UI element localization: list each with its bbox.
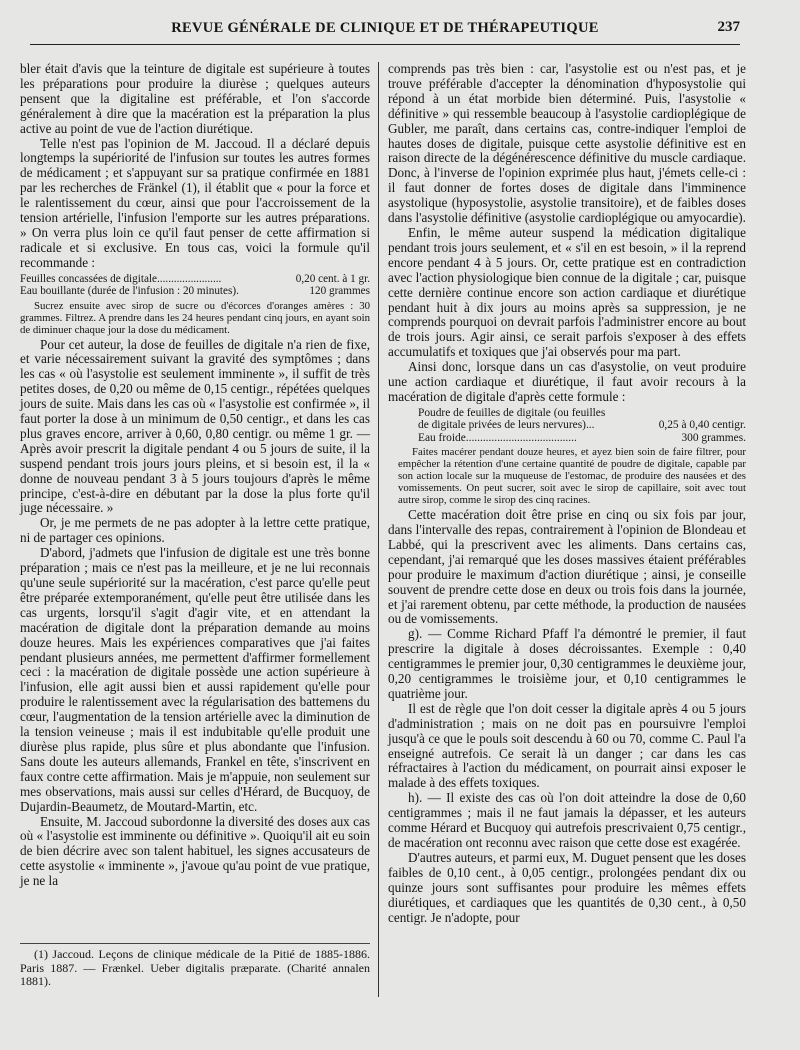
maceration-formula bbox=[388, 407, 746, 506]
paragraph: Pour cet auteur, la dose de feuilles de digitale n'a rien de fixe, et varie nécessairement suivant la gravité des symptômes ; dans les cas « où l'asystolie est seulement imminente », il suffit de très petites doses, de 0,20 ou même de 0,15 centigr., répétées quelques jours de suite. Mais dans les cas où « l'asystolie est confirmée », il faut porter la dose à un minimum de 0,50 centigr., et dans les cas plus graves encore, arriver à 0,60, 0,80 centigr. ou même 1 gr. — Après avoir prescrit la digitale pendant 4 ou 5 jours de suite, il la suspend pendant trois jours jours pleins, et si besoin est, il la « donne de nouveau pendant 3 à 5 jours toujours d'après le même principe, c'est-à-dire en débutant par la dose la plus forte qu'il juge nécessaire. » bbox=[20, 336, 370, 516]
footnote-text: (1) Jaccoud. Leçons de clinique médicale de la Pitié de 1885-1886. Paris 1887. — Frænkel. Ueber digitalis præparate. (Charité annalen 1881). bbox=[20, 947, 370, 988]
quantity: 300 grammes. bbox=[681, 431, 746, 444]
paragraph: Cette macération doit être prise en cinq ou six fois par jour, dans l'intervalle des repas, contrairement à l'opinion de Blondeau et Labbé, qui la prescrivent avec les aliments. Dans certains cas, cependant, j'ai remarqué que les doses massives étaient préférables pour produire le maximum d'action diurétique ; ainsi, je conseille souvent de prendre cette dose en deux ou trois fois dans la journée, et j'ai rarement obtenu, par cette méthode, la production de nausées ou de vomissements. bbox=[388, 507, 746, 627]
formula-line bbox=[398, 419, 746, 431]
ingredient: Feuilles concassées de digitale....................... bbox=[20, 272, 222, 285]
running-header bbox=[30, 18, 740, 45]
paragraph: Il est de règle que l'on doit cesser la digitale après 4 ou 5 jours d'administration ; mais on ne doit pas en poursuivre l'emploi jusqu'à ce que le pouls soit descendu à 60 ou 70, comme C. Paul l'a enseigné autrefois. Ce serait là un danger ; car dans les cas réfractaires à l'action du médicament, on pourrait ainsi exposer le malade à des effets toxiques. bbox=[388, 700, 746, 791]
quantity: 120 grammes bbox=[309, 285, 370, 298]
quantity: 0,20 cent. à 1 gr. bbox=[295, 272, 370, 285]
paragraph: comprends pas très bien : car, l'asystolie est ou n'est pas, et je trouve préférable d'accepter la dénomination d'hyposystolie qui répond à un état morbide bien déterminé. Puis, l'asystolie « définitive » qui ressemble beaucoup à l'asystolie cardioplégique de Gubler, me paraît, dans certains cas, contre-indiquer l'emploi de hautes doses de digitale, puisque cette asystolie définitive est en raison directe de la dégénérescence définitive du muscle cardiaque. Donc, à l'inverse de l'opinion exprimée plus haut, j'émets celle-ci : il faut donner de fortes doses de digitale dans l'imminence asystolique (hyposystolie, asystolie transitoire), et de faibles doses dans l'asystolie définitive (asystolie cardioplégique ou amyocardie). bbox=[388, 61, 746, 226]
footnote bbox=[20, 943, 370, 989]
paragraph: Ainsi donc, lorsque dans un cas d'asystolie, on veut produire une action cardiaque et diurétique, il faut avoir recours à la macération de digitale d'après cette formule : bbox=[388, 359, 746, 404]
formula-line bbox=[20, 285, 370, 297]
left-column bbox=[20, 62, 370, 889]
ingredient: Eau froide....................................... bbox=[418, 431, 577, 444]
formula-line bbox=[398, 407, 746, 419]
paragraph: Or, je me permets de ne pas adopter à la lettre cette pratique, ni de partager ces opinions. bbox=[20, 515, 370, 546]
column-divider bbox=[378, 62, 379, 997]
formula-note: Faites macérer pendant douze heures, et ayez bien soin de faire filtrer, pour empêcher la rétention d'une certaine quantité de poudre de digitale, capable par son action locale sur la muqueuse de l'estomac, de produire des nausées et des vomissements. On peut sucrer, soit avec le sirop de capillaire, soit avec tout autre sirop, comme le sirop des cinq racines. bbox=[398, 446, 746, 507]
paragraph: Ensuite, M. Jaccoud subordonne la diversité des doses aux cas où « l'asystolie est imminente ou définitive ». Quoiqu'il ait eu soin de bien décrire avec son talent habituel, les signes accusateurs de cette asystolie « imminente », j'avoue qu'au point de vue pratique, je ne la bbox=[20, 813, 370, 889]
paragraph: Telle n'est pas l'opinion de M. Jaccoud. Il a déclaré depuis longtemps la supériorité de l'infusion sur toutes les autres formes de médicament ; et s'appuyant sur sa pratique confirmée en 1881 par les recherches de Fränkel (1), il établit que « pour la force et le ralentissement du cœur, ainsi que pour l'accroissement de la tension artérielle, l'infusion l'emporte sur les autres préparations. » On verra plus loin ce qu'il faut penser de cette affirmation si radicale et si exclusive. En tous cas, voici la formule qu'il recommande : bbox=[20, 135, 370, 270]
ingredient: Eau bouillante (durée de l'infusion : 20 minutes). bbox=[20, 285, 239, 298]
journal-title: REVUE GÉNÉRALE DE CLINIQUE ET DE THÉRAPEUTIQUE bbox=[171, 20, 599, 36]
paragraph: D'autres auteurs, et parmi eux, M. Duguet pensent que les doses faibles de 0,10 cent., à 0,05 centigr., prolongées pendant dix ou quinze jours sont suffisantes pour produire les mêmes effets diurétiques, et cardiaques que les quantités de 0,30 cent., à 0,50 centigr. Je n'adopte, pour bbox=[388, 849, 746, 925]
page-number: 237 bbox=[717, 19, 740, 35]
right-column bbox=[388, 62, 746, 925]
formula-line bbox=[20, 273, 370, 285]
paragraph: h). — Il existe des cas où l'on doit atteindre la dose de 0,60 centigrammes ; mais il ne faut jamais la dépasser, et les auteurs comme Hérard et Bucquoy qui autrefois prescrivaient 0,75 centigr., de macération ont reconnu avec raison que cette dose est exagérée. bbox=[388, 790, 746, 850]
formula-note: Sucrez ensuite avec sirop de sucre ou d'écorces d'oranges amères : 30 grammes. Filtrez. A prendre dans les 24 heures pendant cinq jours, en ayant soin de diminuer chaque jour la dose du médicament. bbox=[20, 299, 370, 336]
paragraph: Enfin, le même auteur suspend la médication digitalique pendant trois jours seulement, et « s'il en est besoin, » il la reprend encore pendant 4 à 5 jours. Or, cette pratique est en contradiction avec l'action physiologique bien connue de la digitale ; car, puisque cette dernière continue encore son action cardiaque et diurétique pendant huit à dix jours au moins après sa suppression, je ne comprends pourquoi on devrait parfois l'administrer encore au bout de trois jours. Agir ainsi, ce serait parfois s'exposer à des effets accumulatifs et toxiques que j'ai observés pour ma part. bbox=[388, 224, 746, 360]
quantity: 0,25 à 0,40 centigr. bbox=[658, 419, 746, 432]
paragraph: g). — Comme Richard Pfaff l'a démontré le premier, il faut prescrire la digitale à doses décroissantes. Exemple : 0,40 centigrammes le premier jour, 0,30 centigrammes le deuxième jour, 0,20 centigrammes le troisième jour, et 0,10 centigrammes le quatrième jour. bbox=[388, 626, 746, 701]
paragraph: D'abord, j'admets que l'infusion de digitale est une très bonne préparation ; mais ce n'est pas la meilleure, et je ne lui reconnais qu'une seule supériorité sur la macération, c'est parce qu'elle peut être préparée extemporanément, qu'elle peut être utilisée dans les cas urgents, lorsqu'il s'agit d'agir vite, et en attendant la macération de digitale dont la préparation demande au moins douze heures. Mais les expériences comparatives que j'ai faites pendant plusieurs années, me permettent d'affirmer formellement ceci : la macération de digitale possède une action supérieure à l'infusion, elle agit aussi bien et aussi rapidement qu'elle pour produire le ralentissement avec la régularisation des battemens du cœur, l'augmentation de la tension artérielle avec la diminution de la tension veineuse ; mais il est indubitable qu'elle produit une diurèse plus rapide, plus sûre et plus abondante que l'infusion. Sans doute les auteurs allemands, Frankel en tête, s'inscrivent en faux contre cette affirmation. Mais je m'appuie, non seulement sur mes observations, mais aussi sur celles d'Hérard, de Bucquoy, de Dujardin-Beaumetz, de Moutard-Martin, etc. bbox=[20, 545, 370, 814]
paragraph: bler était d'avis que la teinture de digitale est supérieure à toutes les préparations pour produire la diurèse ; quelques auteurs pensent que la digitaline est préférable, et l'on s'accorde généralement à dire que la macération est la préparation la plus active au point de vue de l'action diurétique. bbox=[20, 61, 370, 136]
ingredient: Poudre de feuilles de digitale (ou feuilles bbox=[418, 406, 606, 419]
ingredient: de digitale privées de leurs nervures)... bbox=[418, 419, 595, 432]
infusion-formula bbox=[20, 273, 370, 336]
formula-line bbox=[398, 432, 746, 444]
